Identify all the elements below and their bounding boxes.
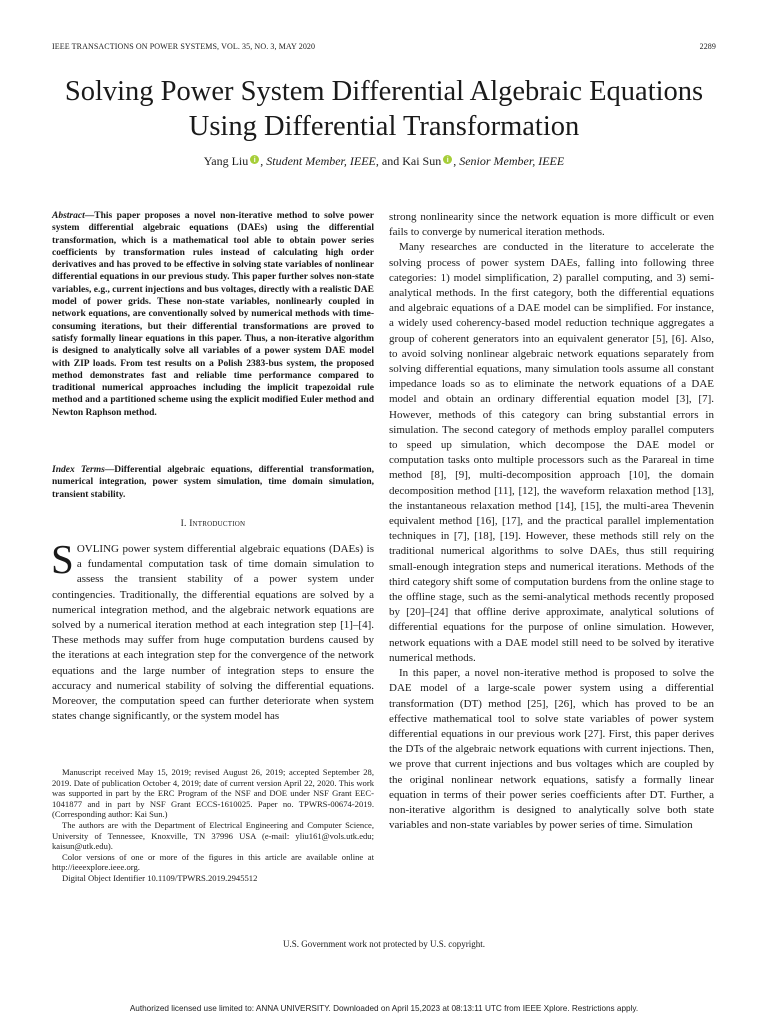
journal-header: IEEE TRANSACTIONS ON POWER SYSTEMS, VOL. 35, NO. 3, MAY 2020: [52, 42, 316, 51]
index-terms-label: Index Terms: [52, 465, 105, 475]
abstract-label: Abstract: [52, 211, 85, 221]
author-line: Yang Liui , Student Member, IEEE, and Kai Suni , Senior Member, IEEE: [40, 153, 728, 169]
running-head: [52, 42, 716, 54]
author-name: Kai Sun: [402, 154, 442, 168]
copyright-notice: U.S. Government work not protected by U.S. copyright.: [283, 939, 485, 949]
section-heading: [52, 519, 374, 529]
first-word: OVLING: [76, 543, 119, 555]
introduction-text: [51, 536, 374, 724]
drop-cap: S: [51, 536, 74, 582]
orcid-icon[interactable]: [443, 155, 452, 164]
orcid-icon[interactable]: [250, 155, 259, 164]
abstract: [52, 210, 374, 419]
index-terms: [52, 464, 374, 501]
right-column: [389, 210, 714, 833]
footnote-doi: Digital Object Identifier 10.1109/TPWRS.2019.2945512: [62, 872, 258, 883]
license-notice: Authorized licensed use limited to: ANNA UNIVERSITY. Downloaded on April 15,2023 at 08:13:11 UTC from IEEE Xplore. Restrictions apply.: [129, 1004, 639, 1013]
author-membership: Senior Member, IEEE: [459, 154, 565, 168]
author-membership: Student Member, IEEE: [266, 154, 376, 168]
author-conjunction: , and: [375, 154, 403, 168]
section-title: Introduction: [189, 519, 246, 529]
paragraph: In this paper, a novel non-iterative method is proposed to solve the DAE model of a large-scale power system using a differential transformation (DT) method [25], [26], which has proved to be an effective mathematical tool to solve state variables of power system differential equations in our previous work [27]. First, this paper derives the DTs of the algebraic network equations with current injections. Then, we prove that current injections and bus voltages which are coupled by the original nonlinear network equations, satisfy a formally linear equation in terms of their power series coefficients after DT. Further, a non-iterative algorithm is designed to analytically solve both state variables and non-state variables by power series of time. Simulation: [389, 667, 714, 832]
paper-title: Solving Power System Differential Algebraic Equations Using Differential Transformation: [64, 76, 704, 142]
footnotes: [52, 767, 374, 884]
index-terms-text: —Differential algebraic equations, differential transformation, numerical integration, power system simulation, time domain simulation, transient stability.: [52, 465, 374, 500]
intro-paragraph: power system differential algebraic equations (DAEs) is a fundamental computation task of time domain simulation to assess the transient stability of a power system under contingencies. Traditionally, the differential equations are solved by a numerical integration method, and the algebraic network equations are solved by a numerical iteration method at each integration step [1]–[4]. These methods may suffer from huge computation burdens caused by the iterations at each integration step for the convergence of the network equations and the large number of integration steps to ensure the accuracy and numerical stability of solving the differential equations. Moreover, the computation speed can further deteriorate when system states change significantly, or the system model has: [52, 543, 374, 723]
footnote-color-figures: Color versions of one or more of the figures in this article are available online at http://ieeexplore.ieee.org.: [52, 851, 374, 873]
footnote-manuscript: Manuscript received May 15, 2019; revised August 26, 2019; accepted September 28, 2019. Date of publication October 4, 2019; date of current version April 22, 2020. This work was supported in part by the ERC Program of the NSF and DOE under NSF Grant EEC-1041877 and in part by NSF Grant ECCS-1610025. Paper no. TPWRS-00674-2019. (Corresponding author: Kai Sun.): [52, 767, 374, 820]
paragraph: strong nonlinearity since the network equation is more difficult or even fails to converge by numerical iteration methods.: [389, 211, 714, 239]
paragraph: Many researches are conducted in the literature to accelerate the solving process of power system DAEs, falling into following three categories: 1) model simplification, 2) parallel computing, and 3) semi-analytical methods. In the first category, both the differential equations and algebraic equations of a DAE model can be simplified. For instance, a widely used coherency-based model reduction technique aggregates a group of coherent generators into an equivalent generator [5], [6]. Also, to avoid solving nonlinear algebraic network equations separately from solving differential equations, many simulation tools assume all constant impedance loads so as to eliminate the network equations of a DAE model and obtain an ordinary differential equation model [3], [7]. However, methods of this category can bring substantial errors in simulation. The second category of methods employ parallel computers to speed up simulation, which decompose the DAE model or computation tasks onto multiple processors such as the Parareal in time method [8], [9], multi-decomposition approach [10], the domain decomposition method [11], [12], the waveform relaxation method [13], the instantaneous relaxation method [14], [15], the multi-area Thevenin equivalent method [16], [17], and the practical parallel implementation techniques in [7], [18], [19]. However, these methods still rely on the traditional numerical algorithms to solve DAEs, thus still requiring small-enough integration steps and numerical iterations. Methods of the third category shift some of computation burdens from the online stage to the offline stage, such as the semi-analytical methods recently proposed by [20]–[24] that offline derive approximate, analytical solutions of differential equations for the purpose of online simulation. However, network equations with a DAE model still need to be solved by iterative numerical methods.: [389, 241, 714, 664]
author-name: Yang Liu: [203, 154, 249, 168]
page-number: 2289: [699, 42, 716, 51]
footnote-affiliation: The authors are with the Department of Electrical Engineering and Computer Science, University of Tennessee, Knoxville, TN 37996 USA (e-mail: yliu161@vols.utk.edu; kaisun@utk.edu).: [52, 819, 374, 852]
section-number: I.: [180, 519, 190, 529]
abstract-text: —This paper proposes a novel non-iterative method to solve power system differential algebraic equations (DAEs) using the differential transformation, which is a mathematical tool able to obtain power series coefficients by transformation rules instead of calculating high order derivatives and has proved to be effective in solving state variables of nonlinear differential equations in our previous study. This paper further solves non-state variables, e.g., current injections and bus voltages, directly with a realistic DAE model of power grids. These non-state variables, nonlinearly coupled in network equations, are conventionally solved by numerical methods with time-consuming iterations, but their differential transformations are proved to satisfy formally linear equations in this paper. Thus, a non-iterative algorithm is designed to analytically solve all variables of a power system DAE model with ZIP loads. From test results on a Polish 2383-bus system, the proposed method demonstrates fast and reliable time performance compared to traditional numerical approaches including the implicit trapezoidal rule method and a partitioned scheme using the explicit modified Euler method and Newton Raphson method.: [52, 211, 374, 418]
